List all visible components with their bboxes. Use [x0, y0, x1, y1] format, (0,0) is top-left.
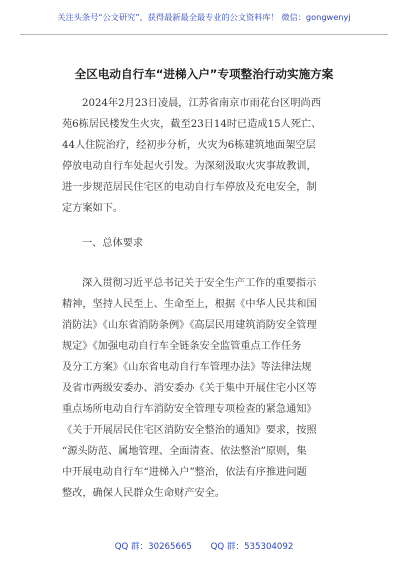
paragraph-line: 《关于开展居民住宅区消防安全整治的通知》要求，按照 [62, 425, 317, 436]
paragraph-line: “源头防范、属地管理、全面清查、依法整治”原则，集 [62, 446, 307, 457]
paragraph-line: 停放电动自行车处起火引发。为深刻汲取火灾事故教训， [62, 161, 317, 172]
paragraph-line: 消防法》《山东省消防条例》《高层民用建筑消防安全管理 [62, 320, 317, 331]
top-banner: 关注头条号“公文研究”，获得最新最全最专业的公文资料库！ 微信：gongwenyj [57, 12, 351, 22]
document-title: 全区电动自行车“进梯入户”专项整治行动实施方案 [74, 67, 334, 81]
section-heading: 一、总体要求 [82, 238, 144, 249]
paragraph-line: 精神，坚持人民至上、生命至上，根据《中华人民共和国 [62, 299, 317, 310]
paragraph-line: 深入贯彻习近平总书记关于安全生产工作的重要指示 [82, 278, 317, 289]
header-divider [20, 34, 388, 35]
paragraph-line: 整改，确保人民群众生命财产安全。 [62, 488, 225, 499]
paragraph-line: 及分工方案》《山东省电动自行车管理办法》等法律法规 [62, 362, 312, 373]
footer-contact [0, 540, 408, 552]
paragraph-line: 44人住院治疗，经初步分析，火灾为6栋建筑地面架空层 [62, 140, 316, 151]
paragraph-line: 及省市两级安委办、消安委办《关于集中开展住宅小区等 [62, 383, 317, 394]
paragraph-line: 定方案如下。 [62, 203, 124, 214]
paragraph-line: 2024年2月23日凌晨，江苏省南京市雨花台区明尚西 [82, 98, 321, 109]
paragraph-line: 苑6栋居民楼发生火灾，截至23日14时已造成15人死亡、 [62, 119, 322, 130]
intro-paragraph [62, 93, 352, 219]
requirements-paragraph [62, 273, 352, 504]
paragraph-line: 重点场所电动自行车消防安全管理专项检查的紧急通知》 [62, 404, 317, 415]
footer-qq-group-1: QQ 群：30265665 [114, 542, 192, 552]
paragraph-line: 中开展电动自行车“进梯入户”整治，依法有序推进问题 [62, 467, 307, 478]
paragraph-line: 进一步规范居民住宅区的电动自行车停放及充电安全，制 [62, 182, 317, 193]
paragraph-line: 规定》《加强电动自行车全链条安全监管重点工作任务 [62, 341, 302, 352]
footer-qq-group-2: QQ 群：535304092 [210, 542, 294, 552]
